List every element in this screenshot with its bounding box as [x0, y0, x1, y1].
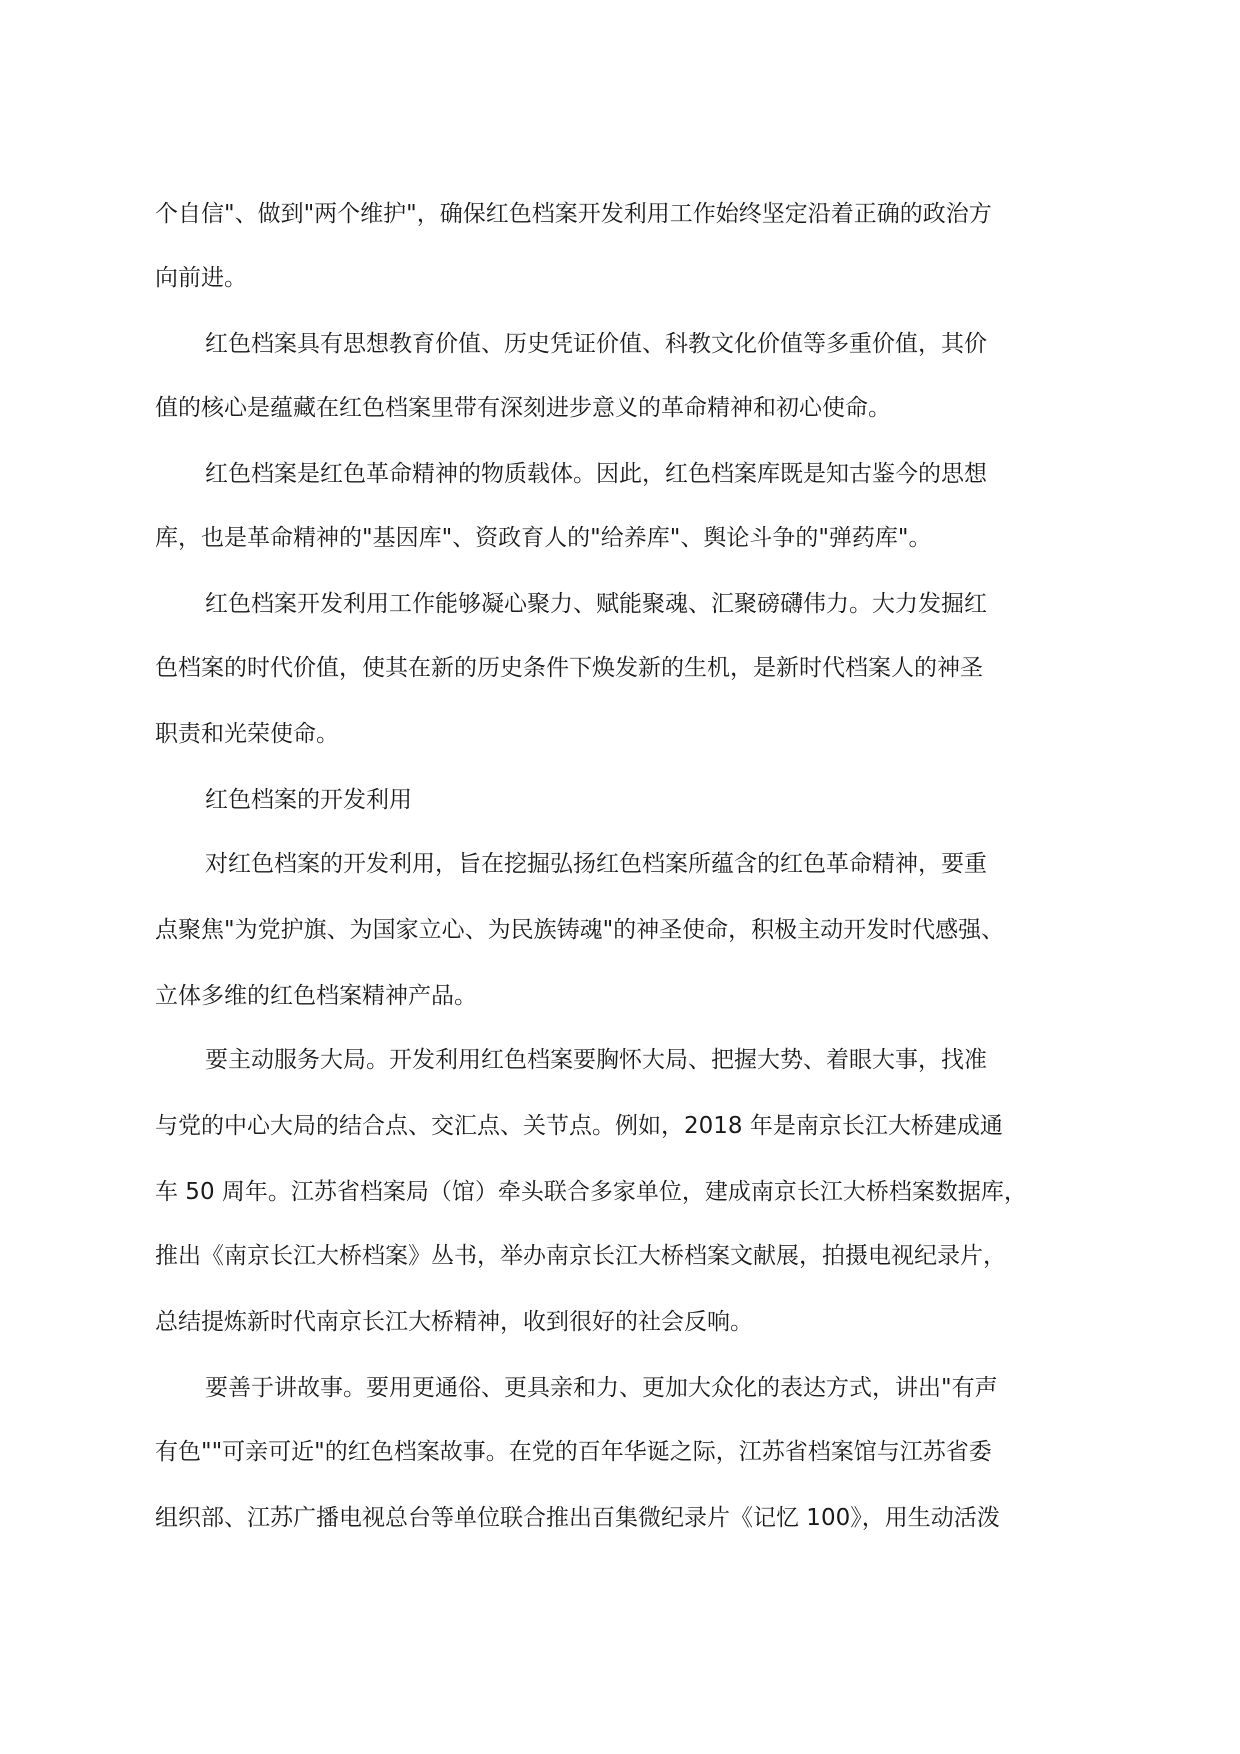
text-line: 车 50 周年。江苏省档案局（馆）牵头联合多家单位，建成南京长江大桥档案数据库， — [155, 1179, 1027, 1205]
paragraph-start-line: 要主动服务大局。开发利用红色档案要胸怀大局、把握大势、着眼大事，找准 — [205, 1047, 987, 1073]
text-line: 立体多维的红色档案精神产品。 — [155, 983, 477, 1009]
text-line: 总结提炼新时代南京长江大桥精神，收到很好的社会反响。 — [155, 1309, 753, 1335]
text-line: 与党的中心大局的结合点、交汇点、关节点。例如，2018 年是南京长江大桥建成通 — [155, 1113, 1003, 1139]
text-line: 点聚焦"为党护旗、为国家立心、为民族铸魂"的神圣使命，积极主动开发时代感强、 — [155, 917, 1005, 943]
text-line: 值的核心是蕴藏在红色档案里带有深刻进步意义的革命精神和初心使命。 — [155, 395, 891, 421]
text-line: 推出《南京长江大桥档案》丛书，举办南京长江大桥档案文献展，拍摄电视纪录片， — [155, 1243, 1006, 1269]
paragraph-start-line: 红色档案开发利用工作能够凝心聚力、赋能聚魂、汇聚磅礴伟力。大力发掘红 — [205, 591, 987, 617]
paragraph-start-line: 红色档案具有思想教育价值、历史凭证价值、科教文化价值等多重价值，其价 — [205, 331, 987, 357]
paragraph-start-line: 对红色档案的开发利用，旨在挖掘弘扬红色档案所蕴含的红色革命精神，要重 — [205, 851, 987, 877]
text-line: 库，也是革命精神的"基因库"、资政育人的"给养库"、舆论斗争的"弹药库"。 — [155, 525, 932, 551]
paragraph-start-line: 红色档案是红色革命精神的物质载体。因此，红色档案库既是知古鉴今的思想 — [205, 461, 987, 487]
text-line: 向前进。 — [155, 265, 247, 291]
section-heading: 红色档案的开发利用 — [205, 787, 412, 813]
text-line: 职责和光荣使命。 — [155, 721, 339, 747]
text-line: 有色""可亲可近"的红色档案故事。在党的百年华诞之际，江苏省档案馆与江苏省委 — [155, 1439, 992, 1465]
text-line: 组织部、江苏广播电视总台等单位联合推出百集微纪录片《记忆 100》，用生动活泼 — [155, 1505, 1000, 1531]
text-line: 个自信"、做到"两个维护"，确保红色档案开发利用工作始终坚定沿着正确的政治方 — [155, 201, 992, 227]
paragraph-start-line: 要善于讲故事。要用更通俗、更具亲和力、更加大众化的表达方式，讲出"有声 — [205, 1375, 998, 1401]
text-line: 色档案的时代价值，使其在新的历史条件下焕发新的生机，是新时代档案人的神圣 — [155, 655, 983, 681]
